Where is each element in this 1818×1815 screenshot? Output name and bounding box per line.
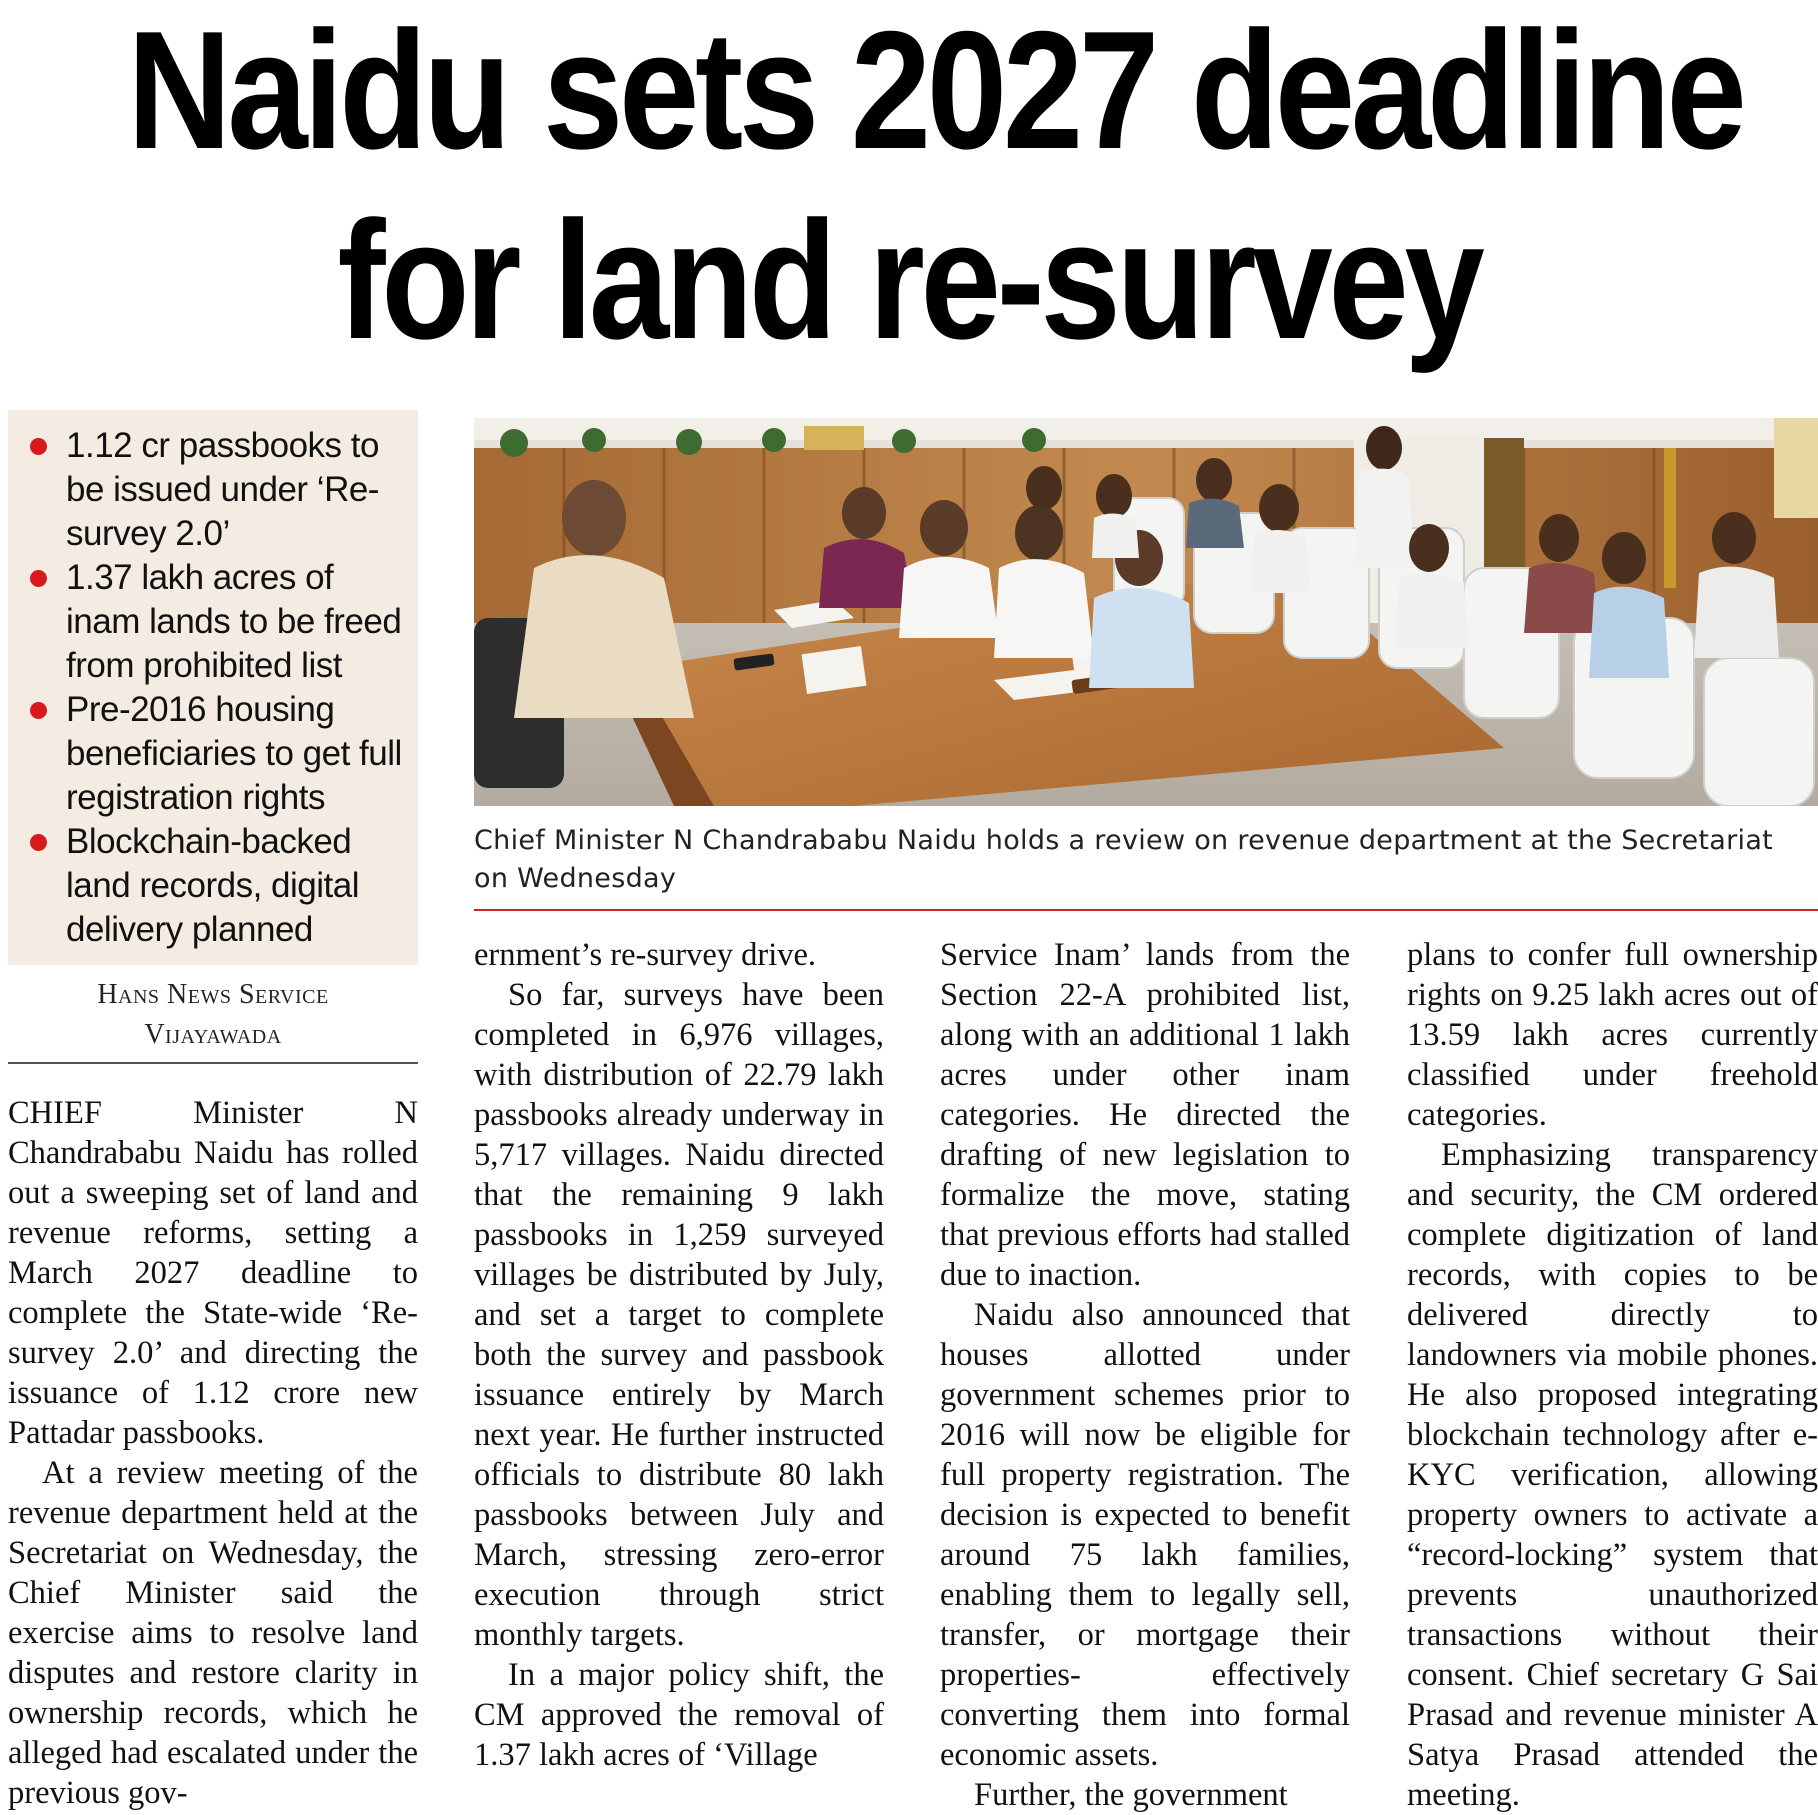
highlight-item: [30, 688, 408, 820]
paragraph: Naidu also announced that houses allotted under government schemes prior to 2016 will now be eligible for full property registration. The decision is expected to benefit around 75 lakh families, enabling them to legally sell, transfer, or mortgage their properties- effectively converting them into formal economic assets.: [940, 1297, 1350, 1773]
bullet-dot-icon: [30, 834, 47, 851]
highlights-list: [30, 424, 408, 952]
byline-agency: Hans News Service: [97, 979, 329, 1010]
paragraph: ernment’s re-survey drive.: [474, 937, 817, 973]
byline-location: Vijayawada: [144, 1019, 282, 1050]
byline-divider: [8, 1062, 418, 1064]
paragraph: Service Inam’ lands from the Section 22-A prohibited list, along with an additional 1 lakh acres under other inam categories. He directed the drafting of new legislation to formalize the move, stating that previous efforts had stalled due to inaction.: [940, 937, 1350, 1293]
highlight-item: [30, 424, 408, 556]
highlights-box: [8, 410, 418, 965]
caption-divider: [474, 909, 1818, 911]
paragraph: CHIEF Minister N Chandrababu Naidu has rolled out a sweeping set of land and revenue reforms, setting a March 2027 deadline to complete the State-wide ‘Re-survey 2.0’ and directing the issuance of 1.12 crore new Pattadar passbooks.: [8, 1095, 418, 1451]
highlight-text: 1.12 cr passbooks to be issued under ‘Re-survey 2.0’: [66, 426, 379, 553]
article-column-4: [1407, 935, 1818, 1815]
paragraph: In a major policy shift, the CM approved the removal of 1.37 lakh acres of ‘Village: [474, 1657, 884, 1773]
highlight-text: 1.37 lakh acres of inam lands to be freed from prohibited list: [66, 558, 402, 685]
highlight-item: [30, 820, 408, 952]
news-photo: [474, 418, 1818, 806]
meeting-photo-illustration: [474, 418, 1818, 806]
byline: [8, 975, 418, 1055]
article-column-1: [8, 1093, 418, 1813]
bullet-dot-icon: [30, 570, 47, 587]
highlight-text: Blockchain-backed land records, digital delivery planned: [66, 822, 359, 949]
paragraph: plans to confer full ownership rights on 9.25 lakh acres out of 13.59 lakh acres currently classified under freehold categories.: [1407, 937, 1818, 1133]
headline-line-2: for land re-survey: [337, 186, 1481, 374]
paragraph: So far, surveys have been completed in 6,976 villages, with distribution of 22.79 lakh passbooks already underway in 5,717 villages. Naidu directed that the remaining 9 lakh passbooks in 1,259 surveyed villages be distributed by July, and set a target to complete both the survey and passbook issuance entirely by March next year. He further instructed officials to distribute 80 lakh passbooks between July and March, stressing zero-error execution through strict monthly targets.: [474, 977, 884, 1653]
bullet-dot-icon: [30, 702, 47, 719]
paragraph: Emphasizing transparency and security, the CM ordered complete digitization of land records, with copies to be delivered directly to landowners via mobile phones. He also proposed integrating blockchain technology after e-KYC verification, allowing property owners to activate a “record-locking” system that prevents unauthorized transactions without their consent. Chief secretary G Sai Prasad and revenue minister A Satya Prasad attended the meeting.: [1407, 1137, 1818, 1813]
article-column-3: [940, 935, 1350, 1815]
headline-line-1: Naidu sets 2027 deadline: [127, 0, 1743, 184]
photo-caption: Chief Minister N Chandrababu Naidu holds a review on revenue department at the Secretariat on Wednesday: [474, 825, 1774, 894]
paragraph: At a review meeting of the revenue department held at the Secretariat on Wednesday, the Chief Minister said the exercise aims to resolve land disputes and restore clarity in ownership records, which he alleged had escalated under the previous gov-: [8, 1455, 418, 1811]
highlight-item: [30, 556, 408, 688]
paragraph: Further, the government: [974, 1777, 1288, 1813]
highlight-text: Pre-2016 housing beneficiaries to get full registration rights: [66, 690, 402, 817]
bullet-dot-icon: [30, 438, 47, 455]
article-column-2: [474, 935, 884, 1775]
